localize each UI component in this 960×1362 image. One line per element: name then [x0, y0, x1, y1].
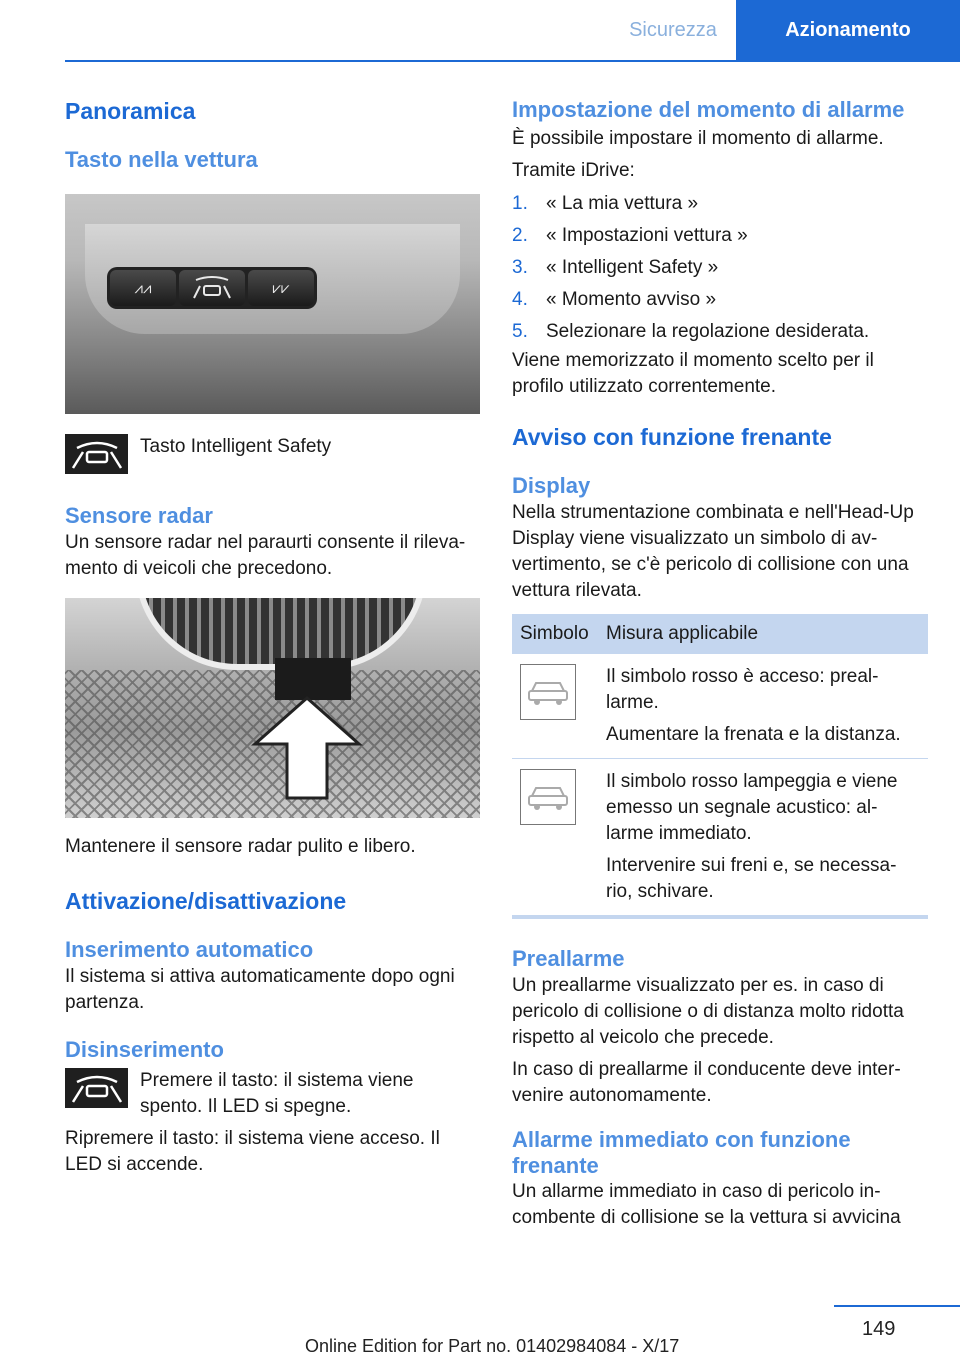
step-number: 3.: [512, 257, 528, 278]
footer-rule: [834, 1305, 960, 1307]
list-item: [512, 284, 928, 316]
memory-text: Viene memorizzato il momento scelto per il profilo utilizzato correntemente.: [512, 350, 874, 397]
radar-caption: Mantenere il sensore radar pulito e libero.: [65, 836, 416, 857]
list-item: [512, 316, 928, 348]
via-idrive: Tramite iDrive:: [512, 160, 635, 181]
heading-warning-timing: Impostazione del momento di allarme: [512, 97, 905, 122]
heading-brake-warning: Avviso con funzione frenante: [512, 424, 832, 450]
heading-switch-off: Disinserimento: [65, 1037, 224, 1062]
row2-action: Intervenire sui freni e, se necessa-rio, schivare.: [606, 855, 897, 902]
heading-display: Display: [512, 473, 591, 498]
step-number: 1.: [512, 193, 528, 214]
table-header-action: Misura applicabile: [598, 614, 928, 654]
table-header-symbol: Simbolo: [512, 614, 598, 654]
car-warning-symbol-icon: [520, 664, 576, 720]
table-row: [512, 759, 928, 916]
page-number: 149: [862, 1318, 896, 1340]
header-rule: [65, 60, 960, 62]
lane-warning-icon: ⩗⩗: [248, 270, 314, 306]
photo-radar-sensor: [65, 598, 480, 818]
switch-off-text: Premere il tasto: il sistema viene spento. Il LED si spegne.: [140, 1070, 414, 1117]
step-text: Selezionare la regolazione desiderata.: [546, 321, 870, 342]
immediate-text: Un allarme immediato in caso di pericolo in-combente di collisione se la vettura si avvicina: [512, 1181, 901, 1228]
step-number: 4.: [512, 289, 528, 310]
list-item: [512, 188, 928, 220]
display-text: Nella strumentazione combinata e nell'Head-Up Display viene visualizzato un simbolo di av-vertimento, se c'è pericolo di collisione con una vettura rilevata.: [512, 502, 914, 601]
step-number: 5.: [512, 321, 528, 342]
table-header-row: [512, 614, 928, 654]
pedestrian-warning-icon: ⩘⩘: [110, 270, 176, 306]
row1-action: Aumentare la frenata e la distanza.: [606, 724, 901, 745]
photo-safety-buttons: [65, 194, 480, 414]
row2-state: Il simbolo rosso lampeggia e viene emesso un segnale acustico: al-larme immediato.: [606, 771, 898, 844]
button-legend: [65, 434, 480, 474]
step-text: « Momento avviso »: [546, 289, 717, 310]
prealarm-text-2: In caso di preallarme il conducente deve inter-venire autonomamente.: [512, 1059, 901, 1106]
switch-on-again-text: Ripremere il tasto: il sistema viene acceso. Il LED si accende.: [65, 1128, 440, 1175]
edition-note: Online Edition for Part no. 01402984084 - X/17: [305, 1336, 680, 1356]
heading-activation: Attivazione/disattivazione: [65, 888, 347, 914]
tab-azionamento[interactable]: Azionamento: [736, 0, 960, 60]
timing-text: È possibile impostare il momento di allarme.: [512, 128, 884, 149]
page-header: [0, 0, 960, 64]
heading-radar-sensor: Sensore radar: [65, 503, 213, 528]
radar-text: Un sensore radar nel paraurti consente il rileva-mento di veicoli che precedono.: [65, 532, 466, 579]
intelligent-safety-icon: [65, 1068, 128, 1108]
heading-immediate-alarm: Allarme immediato con funzione frenante: [512, 1127, 851, 1178]
car-warning-symbol-icon: [520, 769, 576, 825]
step-text: « Impostazioni vettura »: [546, 225, 748, 246]
idrive-steps: [512, 188, 928, 348]
heading-button-in-car: Tasto nella vettura: [65, 147, 258, 172]
step-number: 2.: [512, 225, 528, 246]
prealarm-text-1: Un preallarme visualizzato per es. in caso di pericolo di collisione o di distanza molto ridotta rispetto al veicolo che precede.: [512, 975, 904, 1048]
heading-overview: Panoramica: [65, 98, 196, 124]
list-item: [512, 220, 928, 252]
table-row: [512, 654, 928, 759]
car-warning-icon: [179, 270, 245, 306]
button-caption: Tasto Intelligent Safety: [140, 436, 332, 457]
right-column: [512, 96, 928, 1231]
heading-auto-on: Inserimento automatico: [65, 937, 314, 962]
step-text: « Intelligent Safety »: [546, 257, 719, 278]
intelligent-safety-icon: [65, 434, 128, 474]
heading-prealarm: Preallarme: [512, 946, 625, 971]
list-item: [512, 252, 928, 284]
auto-text: Il sistema si attiva automaticamente dopo ogni partenza.: [65, 966, 455, 1013]
button-cluster: [107, 267, 317, 309]
warning-symbol-table: [512, 614, 928, 915]
step-text: « La mia vettura »: [546, 193, 699, 214]
left-column: [65, 96, 480, 1178]
arrow-icon: [65, 598, 480, 818]
table-bottom-rule: [512, 915, 928, 919]
row1-state: Il simbolo rosso è acceso: preal-larme.: [606, 666, 879, 713]
switch-off-row: [65, 1068, 480, 1120]
tab-sicurezza[interactable]: Sicurezza: [629, 18, 717, 41]
